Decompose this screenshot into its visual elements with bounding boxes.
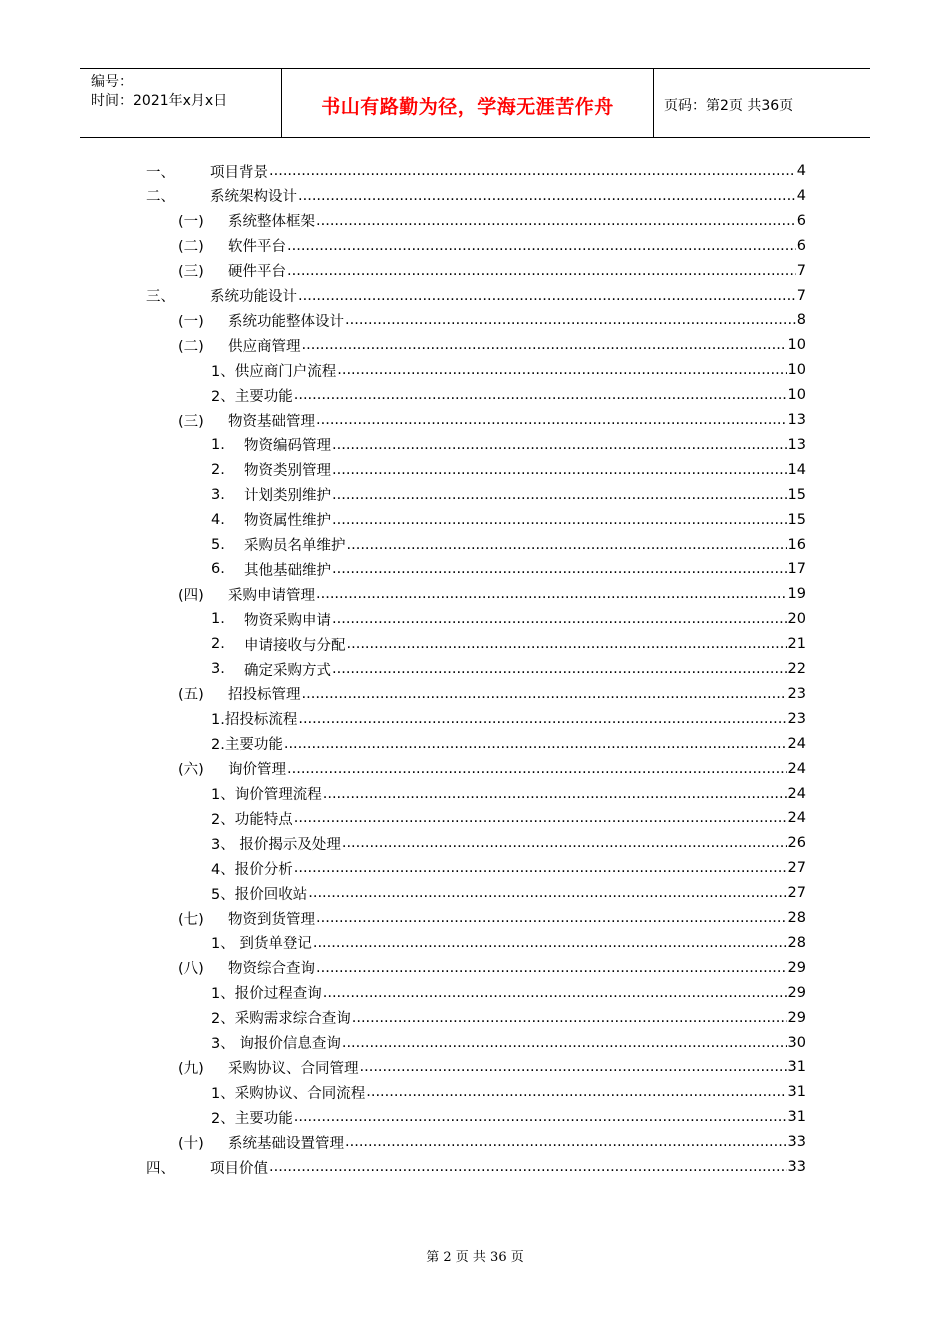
- toc-entry-page: 6: [796, 237, 806, 254]
- toc-entry-page: 7: [796, 262, 806, 279]
- page-header: [80, 68, 870, 138]
- toc-entry-number: 三、: [146, 289, 175, 305]
- toc-entry-page: 13: [787, 412, 806, 428]
- toc-entry-number: (二): [178, 338, 204, 355]
- toc-entry-page: 31: [787, 1059, 806, 1076]
- toc-entry: [211, 1007, 806, 1029]
- toc-dot-leader: [294, 387, 787, 403]
- toc-entry-title: 物资综合查询: [228, 961, 315, 978]
- document-number-label: 编号：: [91, 74, 133, 90]
- toc-dot-leader: [287, 263, 796, 279]
- toc-entry-page: 24: [787, 810, 806, 827]
- toc-entry-number: 1.: [211, 611, 225, 628]
- toc-dot-leader: [316, 960, 787, 976]
- toc-entry-title: 物资采购申请: [244, 612, 331, 629]
- header-left-cell: [80, 69, 282, 137]
- toc-entry-number: (九): [178, 1060, 204, 1077]
- toc-entry: [178, 907, 806, 929]
- toc-entry-title: 系统功能整体设计: [228, 313, 344, 330]
- toc-entry: [211, 1106, 806, 1128]
- toc-entry-title: 采购协议、合同管理: [228, 1060, 359, 1077]
- toc-entry-page: 31: [787, 1084, 806, 1101]
- toc-entry: [178, 260, 806, 282]
- toc-entry-title: 物资到货管理: [228, 911, 315, 928]
- toc-entry: [178, 334, 806, 356]
- toc-entry-title: 计划类别维护: [244, 488, 331, 505]
- toc-entry-title: 2.主要功能: [211, 737, 283, 754]
- toc-dot-leader: [345, 312, 796, 328]
- toc-entry: [211, 658, 806, 680]
- toc-entry-number: 3.: [211, 486, 225, 503]
- toc-dot-leader: [269, 163, 796, 179]
- toc-dot-leader: [342, 1035, 787, 1051]
- toc-entry-title: 2、采购需求综合查询: [211, 1011, 351, 1028]
- toc-entry-page: 22: [787, 661, 806, 677]
- toc-entry-page: 29: [787, 959, 806, 976]
- toc-entry-number: 一、: [146, 164, 175, 181]
- toc-entry: [178, 758, 806, 780]
- toc-entry-title: 1、采购协议、合同流程: [211, 1085, 366, 1102]
- toc-dot-leader: [294, 860, 787, 876]
- toc-dot-leader: [298, 188, 796, 204]
- toc-entry: [178, 583, 806, 605]
- toc-entry-page: 20: [787, 611, 806, 628]
- toc-entry: [211, 882, 806, 904]
- toc-entry-page: 33: [787, 1134, 806, 1151]
- toc-entry-page: 13: [787, 436, 806, 453]
- toc-dot-leader: [302, 337, 787, 353]
- toc-entry: [178, 1131, 806, 1153]
- toc-entry-page: 21: [787, 636, 806, 653]
- toc-entry-page: 29: [787, 984, 806, 1001]
- toc-entry-number: (二): [178, 239, 204, 256]
- toc-entry: [211, 459, 806, 481]
- toc-dot-leader: [316, 213, 796, 229]
- toc-dot-leader: [294, 810, 787, 826]
- toc-entry: [178, 957, 806, 979]
- toc-entry: [211, 807, 806, 829]
- toc-entry-number: 3.: [211, 661, 225, 677]
- toc-entry-page: 6: [796, 212, 806, 229]
- toc-dot-leader: [298, 711, 786, 727]
- toc-dot-leader: [284, 736, 787, 752]
- toc-entry-title: 项目价值: [210, 1160, 268, 1177]
- toc-entry: [211, 384, 806, 406]
- toc-entry: [178, 409, 806, 431]
- toc-dot-leader: [287, 761, 787, 777]
- toc-entry-page: 28: [787, 910, 806, 926]
- header-motto: 书山有路勤为径，学海无涯苦作舟: [282, 69, 654, 137]
- toc-entry-number: (三): [178, 413, 204, 430]
- toc-entry: [211, 832, 806, 854]
- toc-entry-page: 24: [787, 785, 806, 802]
- toc-entry-title: 软件平台: [228, 239, 286, 256]
- page-footer: 第 2 页 共 36 页: [426, 1250, 524, 1265]
- toc-entry-title: 申请接收与分配: [244, 637, 346, 654]
- toc-dot-leader: [302, 686, 787, 702]
- toc-dot-leader: [360, 1059, 787, 1075]
- toc-entry-number: (四): [178, 587, 204, 604]
- toc-dot-leader: [298, 288, 796, 304]
- toc-dot-leader: [287, 238, 796, 254]
- toc-entry-page: 31: [787, 1109, 806, 1126]
- toc-entry-title: 系统架构设计: [210, 189, 297, 206]
- toc-entry: [211, 857, 806, 879]
- toc-entry-title: 项目背景: [210, 164, 268, 181]
- toc-entry: [211, 708, 806, 730]
- toc-entry-page: 16: [787, 536, 806, 553]
- toc-entry: [178, 210, 806, 232]
- toc-entry-page: 27: [787, 885, 806, 902]
- toc-entry-title: 1、报价过程查询: [211, 986, 322, 1003]
- toc-entry-title: 3、 询报价信息查询: [211, 1036, 341, 1052]
- toc-entry: [211, 558, 806, 580]
- toc-entry-number: (八): [178, 961, 204, 978]
- toc-entry-title: 物资编码管理: [244, 438, 331, 455]
- toc-dot-leader: [332, 561, 787, 577]
- toc-dot-leader: [337, 362, 786, 378]
- toc-entry-number: 5.: [211, 536, 225, 553]
- toc-dot-leader: [345, 1134, 787, 1150]
- toc-entry-page: 19: [787, 586, 806, 603]
- toc-entry-title: 5、报价回收站: [211, 886, 308, 903]
- toc-entry: [211, 534, 806, 556]
- toc-entry-title: 采购员名单维护: [244, 538, 346, 554]
- toc-dot-leader: [308, 885, 786, 901]
- toc-entry-page: 28: [787, 934, 806, 951]
- toc-entry: [178, 683, 806, 705]
- toc-entry-title: 2、功能特点: [211, 811, 293, 828]
- toc-dot-leader: [323, 786, 787, 802]
- toc-entry-title: 其他基础维护: [244, 562, 331, 579]
- toc-entry-page: 24: [787, 735, 806, 752]
- toc-entry-page: 27: [787, 860, 806, 877]
- toc-dot-leader: [332, 512, 787, 528]
- toc-entry-title: 询价管理: [228, 762, 286, 779]
- toc-entry: [211, 633, 806, 655]
- toc-entry-title: 1、 到货单登记: [211, 936, 312, 953]
- toc-entry-title: 1.招投标流程: [211, 712, 298, 729]
- toc-entry-title: 1、供应商门户流程: [211, 363, 337, 380]
- toc-dot-leader: [316, 412, 787, 428]
- toc-entry-page: 10: [787, 387, 806, 404]
- toc-entry-title: 硬件平台: [228, 264, 286, 281]
- toc-entry: [211, 608, 806, 630]
- toc-dot-leader: [342, 835, 787, 851]
- toc-entry-title: 物资基础管理: [228, 413, 315, 430]
- toc-entry: [146, 285, 806, 307]
- toc-entry-page: 17: [787, 561, 806, 578]
- toc-entry: [211, 1081, 806, 1103]
- toc-entry-page: 7: [796, 287, 806, 304]
- toc-entry-title: 确定采购方式: [244, 662, 331, 679]
- toc-dot-leader: [347, 537, 787, 553]
- toc-dot-leader: [269, 1159, 787, 1175]
- toc-entry: [211, 982, 806, 1004]
- toc-dot-leader: [347, 636, 787, 652]
- toc-entry-page: 30: [787, 1034, 806, 1051]
- header-page-info: 页码：第2页 共36页: [664, 98, 794, 114]
- toc-entry-page: 23: [787, 710, 806, 727]
- toc-entry-title: 1、询价管理流程: [211, 787, 322, 803]
- toc-entry-page: 15: [787, 486, 806, 503]
- toc-dot-leader: [332, 661, 787, 677]
- toc-entry-page: 8: [796, 312, 806, 329]
- toc-entry-title: 物资属性维护: [244, 513, 331, 530]
- toc-entry-page: 23: [787, 685, 806, 702]
- toc-entry-number: 4.: [211, 511, 225, 528]
- toc-entry-page: 15: [787, 511, 806, 528]
- toc-entry: [211, 1032, 806, 1054]
- toc-dot-leader: [323, 985, 787, 1001]
- toc-entry-number: 6.: [211, 561, 225, 578]
- toc-dot-leader: [316, 586, 787, 602]
- toc-entry: [211, 932, 806, 954]
- toc-dot-leader: [294, 1109, 787, 1125]
- toc-entry-page: 14: [787, 461, 806, 478]
- toc-entry-title: 物资类别管理: [244, 463, 331, 480]
- toc-entry-number: 1.: [211, 436, 225, 453]
- toc-entry: [178, 235, 806, 257]
- toc-entry-page: 24: [787, 760, 806, 777]
- toc-entry-title: 4、报价分析: [211, 861, 293, 878]
- toc-entry-page: 26: [787, 835, 806, 852]
- toc-entry-page: 33: [787, 1159, 806, 1175]
- toc-entry-number: 四、: [146, 1160, 175, 1177]
- toc-entry-number: 二、: [146, 189, 175, 206]
- toc-dot-leader: [352, 1010, 787, 1026]
- toc-dot-leader: [332, 487, 787, 503]
- toc-entry: [211, 509, 806, 531]
- toc-entry-number: 2.: [211, 461, 225, 478]
- toc-entry-number: (六): [178, 762, 204, 779]
- toc-entry: [146, 160, 806, 182]
- toc-entry-number: (五): [178, 687, 204, 704]
- toc-entry: [211, 783, 806, 805]
- toc-entry-title: 2、主要功能: [211, 388, 293, 405]
- toc-entry: [146, 1156, 806, 1178]
- toc-entry: [178, 309, 806, 331]
- document-time-label: 时间：2021年x月x日: [91, 93, 228, 109]
- toc-dot-leader: [316, 910, 787, 926]
- toc-entry-title: 3、 报价揭示及处理: [211, 836, 341, 853]
- toc-dot-leader: [332, 437, 787, 453]
- toc-entry-number: 2.: [211, 636, 225, 653]
- toc-entry: [211, 733, 806, 755]
- toc-entry-page: 4: [796, 187, 806, 204]
- toc-entry: [211, 484, 806, 506]
- toc-entry-number: (一): [178, 214, 204, 231]
- toc-entry-number: (十): [178, 1135, 204, 1152]
- toc-entry-title: 系统整体框架: [228, 214, 315, 231]
- toc-entry-page: 29: [787, 1009, 806, 1026]
- toc-entry-title: 供应商管理: [228, 338, 301, 355]
- toc-entry-page: 10: [787, 362, 806, 379]
- toc-entry-page: 4: [796, 163, 806, 179]
- toc-entry-title: 系统功能设计: [210, 289, 297, 305]
- toc-entry-title: 系统基础设置管理: [228, 1135, 344, 1152]
- toc-entry: [211, 434, 806, 456]
- toc-dot-leader: [332, 611, 787, 627]
- toc-entry-title: 招投标管理: [228, 687, 301, 704]
- toc-dot-leader: [366, 1084, 786, 1100]
- toc-entry-number: (三): [178, 264, 204, 281]
- toc-entry: [211, 359, 806, 381]
- toc-entry: [146, 185, 806, 207]
- toc-dot-leader: [332, 462, 787, 478]
- toc-entry-page: 10: [787, 337, 806, 354]
- toc-entry-title: 采购申请管理: [228, 587, 315, 604]
- toc-entry: [178, 1056, 806, 1078]
- toc-entry-number: (一): [178, 313, 204, 330]
- toc-dot-leader: [313, 935, 787, 951]
- toc-entry-number: (七): [178, 911, 204, 928]
- toc-entry-title: 2、主要功能: [211, 1110, 293, 1127]
